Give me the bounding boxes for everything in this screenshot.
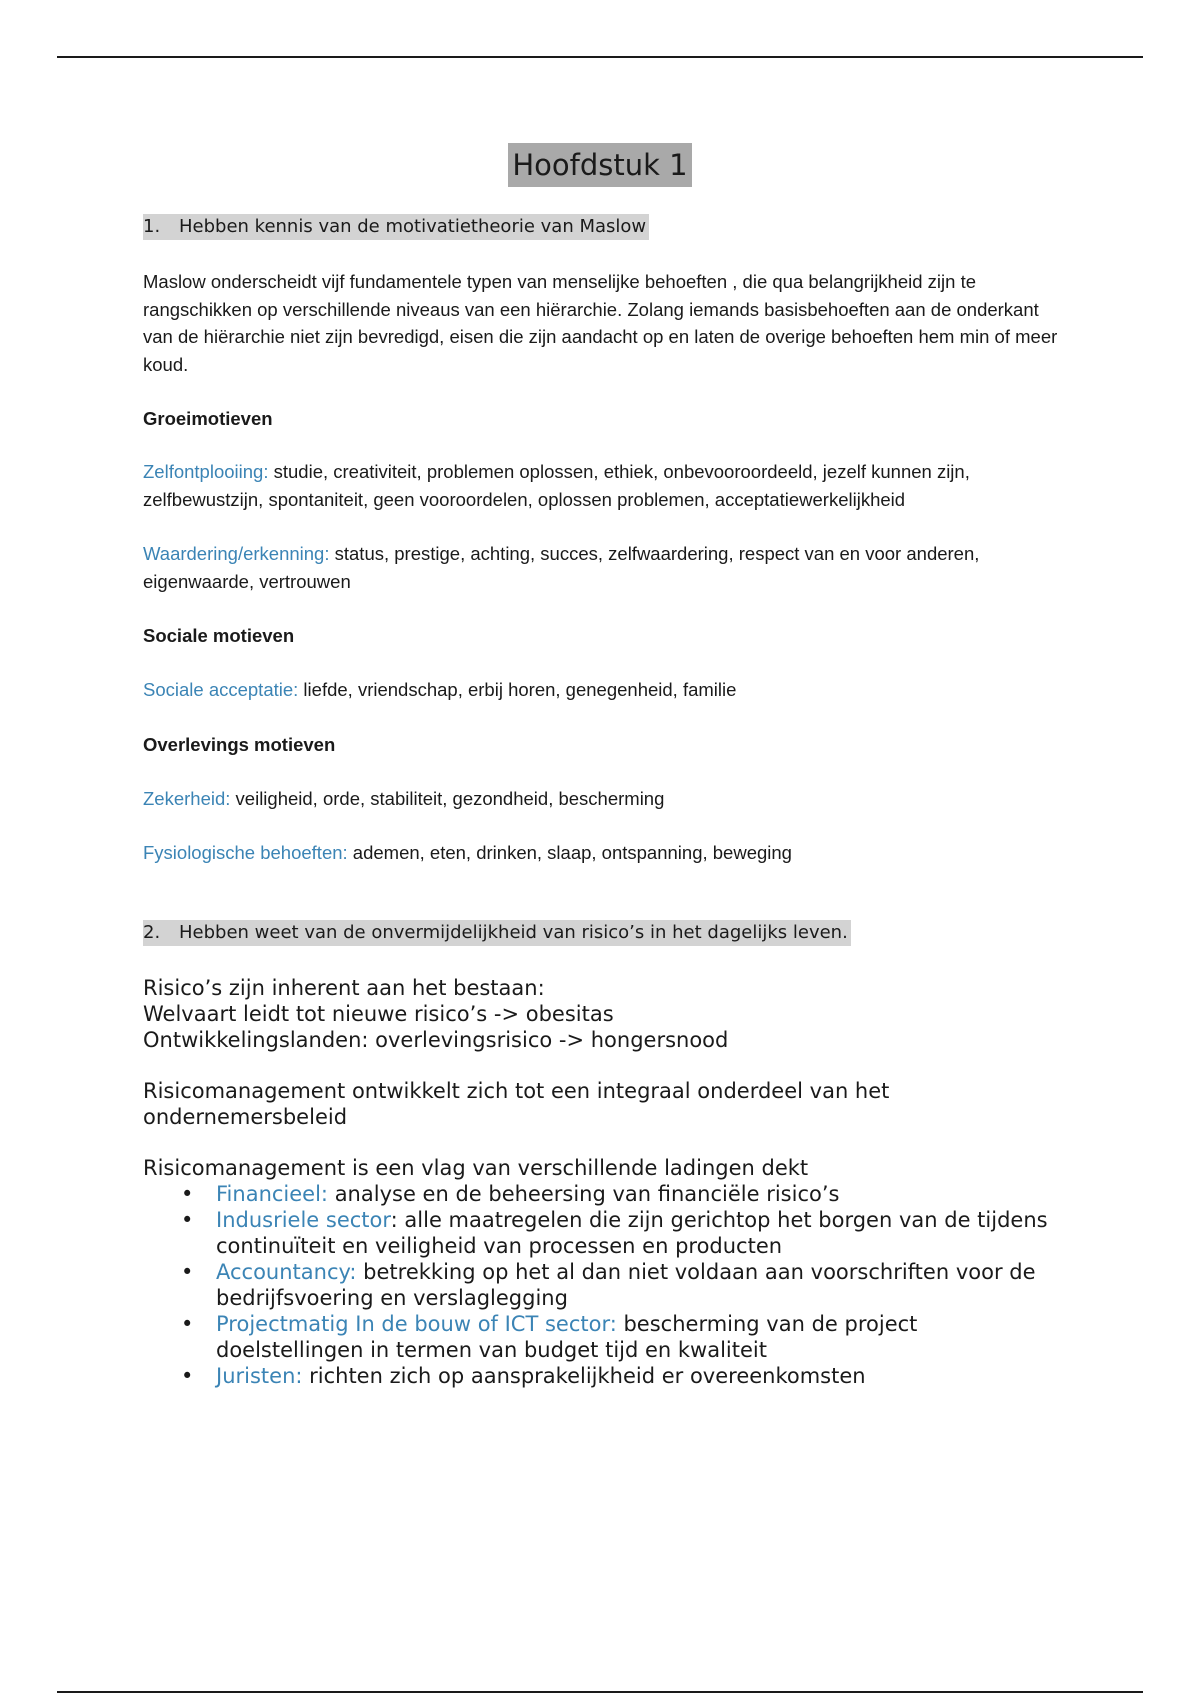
bullet-term-projectmatig: Projectmatig In de bouw of ICT sector:: [216, 1312, 617, 1336]
bullet-icon: •: [181, 1260, 194, 1284]
section-2-heading-text: Hebben weet van de onvermijdelijkheid van risico’s in het dagelijks leven.: [179, 922, 848, 943]
item-sociale-acceptatie: [143, 676, 1063, 704]
footer-rule: [57, 1691, 1143, 1693]
text-fysiologisch: ademen, eten, drinken, slaap, ontspanning, beweging: [347, 842, 792, 863]
risk-para-3: Risicomanagement is een vlag van verschillende ladingen dekt: [143, 1156, 809, 1180]
item-waardering: [143, 540, 1063, 595]
section-1-heading: [143, 214, 649, 240]
risk-line-1: Risico’s zijn inherent aan het bestaan:: [143, 976, 545, 1000]
text-zekerheid: veiligheid, orde, stabiliteit, gezondheid, bescherming: [230, 788, 665, 809]
risk-line-2: Welvaart leidt tot nieuwe risico’s -> obesitas: [143, 1002, 614, 1026]
list-item: [143, 1311, 1063, 1363]
term-sociale-acceptatie: Sociale acceptatie:: [143, 679, 299, 700]
bullet-icon: •: [181, 1364, 194, 1388]
risk-line-3: Ontwikkelingslanden: overlevingsrisico -> hongersnood: [143, 1028, 729, 1052]
text-waardering: status, prestige, achting, succes, zelfwaardering, respect van en voor anderen, eigenwaarde, vertrouwen: [143, 543, 980, 592]
bullet-text-indusriele: : alle maatregelen die zijn gerichtop het borgen van de tijdens continuïteit en veiligheid van processen en producten: [216, 1208, 1048, 1258]
text-sociale-acceptatie: liefde, vriendschap, erbij horen, genegenheid, familie: [298, 679, 737, 700]
group-sociale-title: Sociale motieven: [143, 625, 295, 646]
section-1-heading-text: Hebben kennis van de motivatietheorie van Maslow: [179, 216, 647, 237]
bullet-term-accountancy: Accountancy:: [216, 1260, 357, 1284]
bullet-text-accountancy: betrekking op het al dan niet voldaan aan voorschriften voor de bedrijfsvoering en verslaglegging: [216, 1260, 1036, 1310]
section-1-intro: Maslow onderscheidt vijf fundamentele typen van menselijke behoeften , die qua belangrijkheid zijn te rangschikken op verschillende niveaus van een hiërarchie. Zolang iemands basisbehoeften aan de onderkant van de hiërarchie niet zijn bevredigd, eisen die zijn aandacht op en laten de overige behoeften hem min of meer koud.: [143, 271, 1058, 375]
risk-bullet-list: [143, 1181, 1063, 1389]
list-item: [143, 1181, 1063, 1207]
text-zelfontplooiing: studie, creativiteit, problemen oplossen, ethiek, onbevooroordeeld, jezelf kunnen zijn, zelfbewustzijn, spontaniteit, geen vooroordelen, oplossen problemen, acceptatiewerkelijkheid: [143, 461, 970, 510]
item-zelfontplooiing: [143, 458, 1063, 513]
term-zelfontplooiing: Zelfontplooiing:: [143, 461, 269, 482]
section-1-number: 1.: [143, 216, 161, 237]
bullet-text-financieel: analyse en de beheersing van financiële risico’s: [328, 1182, 840, 1206]
bullet-term-juristen: Juristen:: [216, 1364, 303, 1388]
bullet-text-projectmatig: bescherming van de project doelstellingen in termen van budget tijd en kwaliteit: [216, 1312, 918, 1362]
risk-lines: [143, 975, 1083, 1053]
term-waardering: Waardering/erkenning:: [143, 543, 330, 564]
group-overlevings-title: Overlevings motieven: [143, 734, 336, 755]
item-fysiologisch: [143, 839, 1063, 867]
header-rule: [57, 56, 1143, 58]
list-item: [143, 1259, 1063, 1311]
list-item: [143, 1207, 1063, 1259]
bullet-icon: •: [181, 1182, 194, 1206]
term-fysiologisch: Fysiologische behoeften:: [143, 842, 348, 863]
bullet-term-indusriele: Indusriele sector: [216, 1208, 391, 1232]
list-item: [143, 1363, 1063, 1389]
item-zekerheid: [143, 785, 1063, 813]
bullet-term-financieel: Financieel:: [216, 1182, 329, 1206]
bullet-text-juristen: richten zich op aansprakelijkheid er overeenkomsten: [302, 1364, 866, 1388]
risk-para-2: Risicomanagement ontwikkelt zich tot een integraal onderdeel van het ondernemersbeleid: [143, 1079, 890, 1129]
term-zekerheid: Zekerheid:: [143, 788, 231, 809]
bullet-icon: •: [181, 1208, 194, 1232]
bullet-icon: •: [181, 1312, 194, 1336]
section-2-heading: [143, 920, 851, 946]
page-title: Hoofdstuk 1: [508, 143, 691, 187]
section-2-number: 2.: [143, 922, 161, 943]
group-groeimotieven-title: Groeimotieven: [143, 408, 273, 429]
